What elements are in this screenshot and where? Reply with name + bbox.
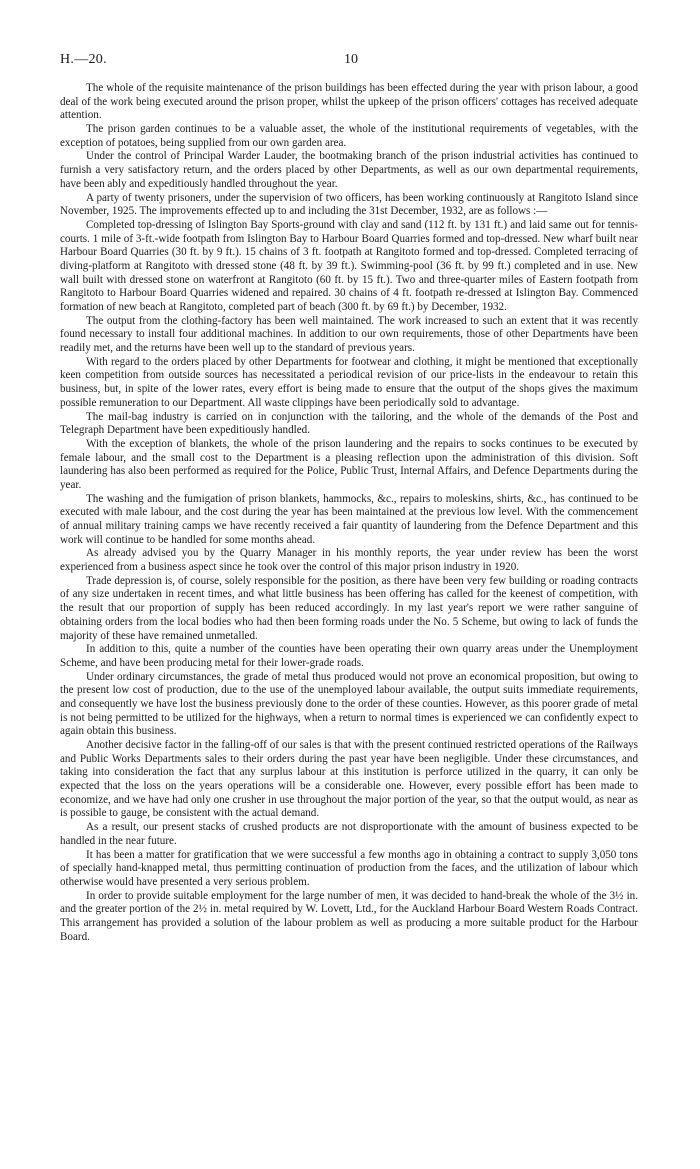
paragraph-trade-depression: Trade depression is, of course, solely responsible for the position, as there have been very few building or roading contracts of any size undertaken in recent times, and what little business has been offering has called for the keenest of competition, with the result that our proportion of supply has been reduced accordingly. In my last year's report we were rather sanguine of obtaining orders from the local bodies who had then been forming roads under the No. 5 Scheme, but owing to lack of funds the majority of these have remained unmetalled.: [60, 574, 638, 642]
paragraph-maintenance: The whole of the requisite maintenance of the prison buildings has been effected during the year with prison labour, a good deal of the work being executed around the prison proper, whilst the upkeep of the prison officers' cottages has received adequate attention.: [60, 82, 638, 122]
paragraph-hand-break: In order to provide suitable employment for the large number of men, it was decided to hand-break the whole of the 3½ in. and the greater portion of the 2½ in. metal required by W. Lovett, Ltd., for the Auckland Harbour Board Western Roads Contract. This arrangement has provided a solution of the labour problem as well as producing a more suitable product for the Harbour Board.: [60, 889, 638, 943]
page-number: 10: [344, 52, 358, 67]
report-body: [60, 82, 638, 944]
paragraph-orders-competition: With regard to the orders placed by other Departments for footwear and clothing, it might be mentioned that exceptionally keen competition from outside sources has necessitated a periodical revision of our price-lists in the endeavour to retain this business, but, in spite of the lower rates, every effort is being made to ensure that the output of the shops gives the maximum possible remuneration to our Department. All waste clippings have been periodically sold to advantage.: [60, 355, 638, 409]
paragraph-laundering: With the exception of blankets, the whole of the prison laundering and the repairs to socks continues to be executed by female labour, and the small cost to the Department is a pleasing reflection upon the administration of this division. Soft laundering has also been performed as required for the Police, Public Trust, Internal Affairs, and Defence Departments during the year.: [60, 437, 638, 491]
document-reference: H.—20.: [60, 52, 107, 67]
paragraph-quarry-manager: As already advised you by the Quarry Manager in his monthly reports, the year under review has been the worst experienced from a business aspect since he took over the control of this major prison industry in 1920.: [60, 547, 638, 574]
paragraph-clothing-factory: The output from the clothing-factory has been well maintained. The work increased to such an extent that it was recently found necessary to install four additional machines. In addition to our own requirements, those of other Departments have been readily met, and the returns have been well up to the standard of previous years.: [60, 314, 638, 355]
paragraph-crushed-stacks: As a result, our present stacks of crushed products are not disproportionate with the amount of business expected to be handled in the near future.: [60, 821, 638, 847]
paragraph-rangitoto-improvements: Completed top-dressing of Islington Bay Sports-ground with clay and sand (112 ft. by 131 ft.) and laid same out for tennis-courts. 1 mile of 3-ft.-wide footpath from Islington Bay to Harbour Board Quarries formed and top-dressed. New wharf built near Harbour Board Quarries (30 ft. by 9 ft.). 15 chains of 3 ft. footpath at Rangitoto formed and top-dressed. Completed terracing of diving-platform at Rangitoto with dressed stone (48 ft. by 39 ft.). Swimming-pool (36 ft. by 99 ft.) completed and in use. New wall built with dressed stone on waterfront at Rangitoto (60 ft. by 15 ft.). Two and three-quarter miles of Eastern footpath from Rangitoto to Harbour Board Quarries widened and repaired. 30 chains of 4 ft. footpath re-dressed at Islington Bay. Commenced formation of new beach at Rangitoto, completed part of beach (300 ft. by 69 ft.) by December, 1932.: [60, 218, 638, 313]
paragraph-sales-falling-off: Another decisive factor in the falling-off of our sales is that with the present continued restricted operations of the Railways and Public Works Departments sales to their orders during the past year have been negligible. Under these circumstances, and taking into consideration the fact that any surplus labour at this institution is perforce utilized in the quarry, it can only be expected that the loss on the years operations will be a considerable one. However, every possible effort has been made to economize, and we have had only one crusher in use throughout the major portion of the year, so that the output would, as near as is possible to gauge, be consistent with the actual demand.: [60, 739, 638, 820]
paragraph-garden: The prison garden continues to be a valuable asset, the whole of the institutional requirements of vegetables, with the exception of potatoes, being supplied from our own garden area.: [60, 123, 638, 149]
paragraph-contract-gratification: It has been a matter for gratification that we were successful a few months ago in obtaining a contract to supply 3,050 tons of specially hand-knapped metal, thus permitting continuation of production from the faces, and the utilization of labour which otherwise would have presented a very serious problem.: [60, 848, 638, 888]
paragraph-bootmaking: Under the control of Principal Warder Lauder, the bootmaking branch of the prison industrial activities has continued to furnish a very satisfactory return, and the orders placed by other Departments, as well as our own departmental requirements, have been ably and expeditiously handled throughout the year.: [60, 150, 638, 190]
paragraph-rangitoto-party: A party of twenty prisoners, under the supervision of two officers, has been working continuously at Rangitoto Island since November, 1925. The improvements effected up to and including the 31st December, 1932, are as follows :—: [60, 191, 638, 218]
document-page: [60, 52, 638, 944]
paragraph-counties-quarries: In addition to this, quite a number of the counties have been operating their own quarry areas under the Unemployment Scheme, and have been producing metal for their lower-grade roads.: [60, 643, 638, 669]
page-header: [60, 52, 638, 72]
paragraph-metal-grade: Under ordinary circumstances, the grade of metal thus produced would not prove an economical proposition, but owing to the present low cost of production, due to the use of the unemployed labour available, the output suits immediate requirements, and consequently we have lost the business previously done to the order of these counties. However, as this poorer grade of metal is not being permitted to be utilized for the highways, when a return to normal times is experienced we can confidently expect to again obtain this business.: [60, 670, 638, 738]
paragraph-mail-bag: The mail-bag industry is carried on in conjunction with the tailoring, and the whole of the demands of the Post and Telegraph Department have been expeditiously handled.: [60, 410, 638, 437]
paragraph-washing-fumigation: The washing and the fumigation of prison blankets, hammocks, &c., repairs to moleskins, shirts, &c., has continued to be executed with male labour, and the cost during the year has been maintained at the previous low level. With the commencement of annual military training camps we have recently received a fair quantity of laundering from the Defence Department and this work will continue to be handled for some months ahead.: [60, 492, 638, 546]
